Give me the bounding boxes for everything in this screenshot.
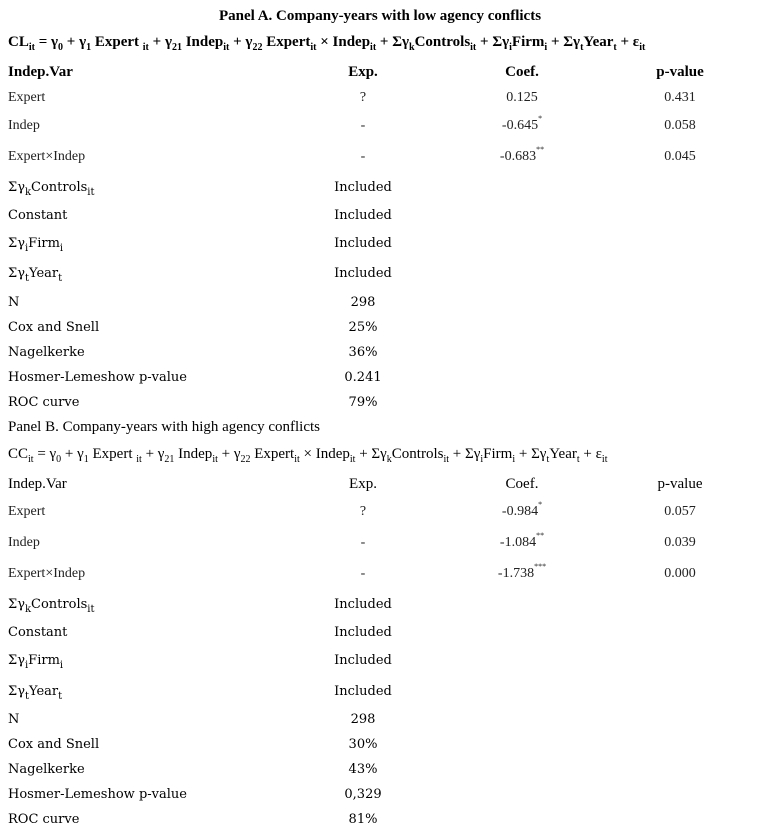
included-value: Included [334,180,392,195]
coef-value: 0.125 [506,90,538,105]
included-value: Included [334,208,392,223]
exp-sign: - [360,118,366,133]
var-label-firm: $\Sigma\gamma_iFirm_i$ [8,236,64,254]
exp-sign: ? [359,504,367,519]
stat-label: Hosmer-Lemeshow p-value [8,787,187,802]
var-label: Constant [8,625,68,640]
stat-label: Cox and Snell [8,320,100,335]
stat-value: 0.241 [344,370,382,385]
var-label: Constant [8,208,68,223]
stat-label: Nagelkerke [8,345,85,360]
col-header-p-value: p-value [656,64,704,80]
coef-value: -0.683** [499,145,545,164]
stat-label: ROC curve [8,812,80,827]
panel-b-equation: $CC_{it} = \gamma_0 + \gamma_1$ Expert $_{it} + \gamma_{21}$ Indep$_{it}$ + $\gamma_{22}$ Expert$_{it}$ × Indep$_{it}$ + $\Sigma\gamma_kControls_{it}$ + $\Sigma\gamma_iFirm_i$ + $\Sigma\gamma_tYear_t + \varepsilon_{it}$ [8,446,608,465]
var-label-year: $\Sigma\gamma_tYear_t$ [8,266,63,284]
stat-value: 25% [348,320,378,335]
col-header-indep-var: Indep.Var [8,476,67,492]
coef-value: -1.738*** [497,562,547,581]
stat-value: 298 [350,712,376,727]
var-label-controls: $\Sigma\gamma_kControls_{it}$ [8,597,95,615]
stat-label: ROC curve [8,395,80,410]
included-value: Included [334,684,392,699]
exp-sign: ? [359,90,367,105]
exp-sign: - [360,535,366,550]
stat-value: 79% [348,395,378,410]
panel-b-title: Panel B. Company-years with high agency conflicts [8,419,321,435]
col-header-coef: Coef. [505,64,539,80]
col-header-coef: Coef. [505,476,539,492]
p-value: 0.000 [664,566,696,581]
var-label-firm: $\Sigma\gamma_iFirm_i$ [8,653,64,671]
exp-sign: - [360,149,366,164]
p-value: 0.039 [664,535,696,550]
var-label: Expert [8,504,46,519]
coef-value: -0.645* [501,114,543,133]
var-label-year: $\Sigma\gamma_tYear_t$ [8,684,63,702]
col-header-exp: Exp. [349,476,377,492]
var-label: Expert×Indep [8,566,86,581]
included-value: Included [334,597,392,612]
stat-value: 0,329 [344,787,382,802]
exp-sign: - [360,566,366,581]
included-value: Included [334,236,392,251]
stat-value: 298 [350,295,376,310]
included-value: Included [334,653,392,668]
stat-value: 36% [348,345,378,360]
var-label: Indep [8,535,40,550]
panel-a-title: Panel A. Company-years with low agency conflicts [218,8,542,24]
stat-label: Cox and Snell [8,737,100,752]
stat-label: N [8,712,20,727]
p-value: 0.045 [664,149,696,164]
coef-value: -0.984* [501,500,543,519]
stat-value: 81% [348,812,378,827]
coef-value: -1.084** [499,531,545,550]
stat-label: Nagelkerke [8,762,85,777]
var-label: Indep [8,118,40,133]
stat-label: N [8,295,20,310]
included-value: Included [334,266,392,281]
col-header-indep-var: Indep.Var [8,64,73,80]
stat-value: 30% [348,737,378,752]
col-header-exp: Exp. [348,64,378,80]
panel-a-equation: $CL_{it} = \gamma_0 + \gamma_1$ Expert $_{it} + \gamma_{21}$ Indep$_{it}$ + $\gamma_{22}$ Expert$_{it}$ × Indep$_{it}$ + $\Sigma\gamma_kControls_{it}$ + $\Sigma\gamma_iFirm_i$ + $\Sigma\gamma_tYear_t + \varepsilon_{it}$ [8,34,646,53]
stat-value: 43% [348,762,378,777]
col-header-p-value: p-value [657,476,703,492]
var-label: Expert [8,90,46,105]
var-label: Expert×Indep [8,149,86,164]
var-label-controls: $\Sigma\gamma_kControls_{it}$ [8,180,95,198]
p-value: 0.431 [664,90,696,105]
p-value: 0.057 [664,504,696,519]
stat-label: Hosmer-Lemeshow p-value [8,370,187,385]
included-value: Included [334,625,392,640]
p-value: 0.058 [664,118,696,133]
